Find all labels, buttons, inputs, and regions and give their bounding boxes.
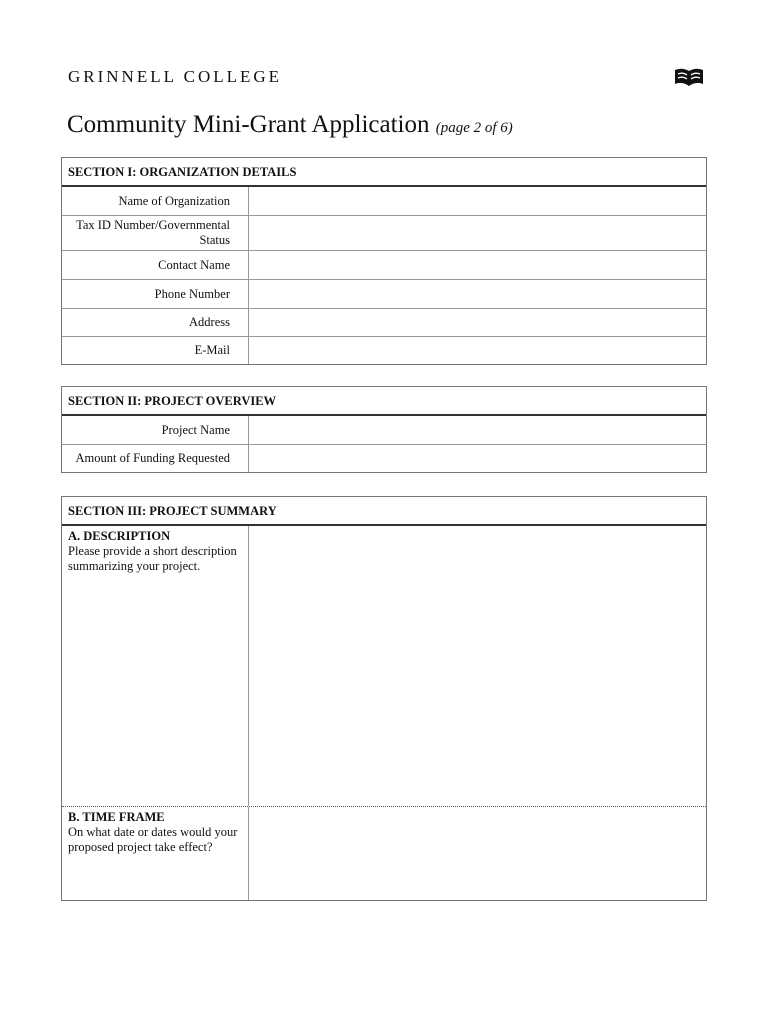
time-frame-label	[62, 807, 249, 900]
field-label: Address	[62, 309, 249, 336]
time-frame-prompt: On what date or dates would your proposed project take effect?	[68, 825, 238, 854]
description-label	[62, 526, 249, 806]
description-prompt: Please provide a short description summarizing your project.	[68, 544, 237, 573]
description-heading: A. DESCRIPTION	[68, 529, 171, 543]
phone-number-field[interactable]	[249, 280, 706, 308]
field-row-address	[62, 309, 706, 337]
section-project-overview	[61, 386, 707, 473]
description-textarea[interactable]	[249, 526, 706, 806]
description-row	[62, 526, 706, 807]
tax-id-field[interactable]	[249, 216, 706, 250]
field-row-contact-name	[62, 251, 706, 280]
field-label: Tax ID Number/Governmental Status	[62, 216, 249, 250]
email-field[interactable]	[249, 337, 706, 364]
title-text: Community Mini-Grant Application	[67, 111, 430, 138]
section-heading: SECTION II: PROJECT OVERVIEW	[62, 387, 706, 416]
field-label: Contact Name	[62, 251, 249, 279]
address-field[interactable]	[249, 309, 706, 336]
funding-amount-field[interactable]	[249, 445, 706, 472]
field-label: Name of Organization	[62, 187, 249, 215]
field-row-project-name	[62, 416, 706, 445]
section-organization-details	[61, 157, 707, 365]
field-row-phone	[62, 280, 706, 309]
time-frame-heading: B. TIME FRAME	[68, 810, 165, 824]
field-label: Project Name	[62, 416, 249, 444]
section-heading: SECTION III: PROJECT SUMMARY	[62, 497, 706, 526]
field-label: Phone Number	[62, 280, 249, 308]
page-indicator: (page 2 of 6)	[435, 120, 513, 136]
section-heading: SECTION I: ORGANIZATION DETAILS	[62, 158, 706, 187]
time-frame-textarea[interactable]	[249, 807, 706, 900]
book-shield-logo-icon	[674, 66, 704, 88]
field-row-tax-id	[62, 216, 706, 251]
document-title	[67, 111, 513, 139]
section-project-summary	[61, 496, 707, 901]
contact-name-field[interactable]	[249, 251, 706, 279]
time-frame-row	[62, 807, 706, 900]
college-name: GRINNELL COLLEGE	[68, 67, 283, 86]
field-row-email	[62, 337, 706, 364]
project-name-field[interactable]	[249, 416, 706, 444]
field-row-organization-name	[62, 187, 706, 216]
field-label: Amount of Funding Requested	[62, 445, 249, 472]
organization-name-field[interactable]	[249, 187, 706, 215]
field-row-funding-amount	[62, 445, 706, 472]
field-label: E-Mail	[62, 337, 249, 364]
